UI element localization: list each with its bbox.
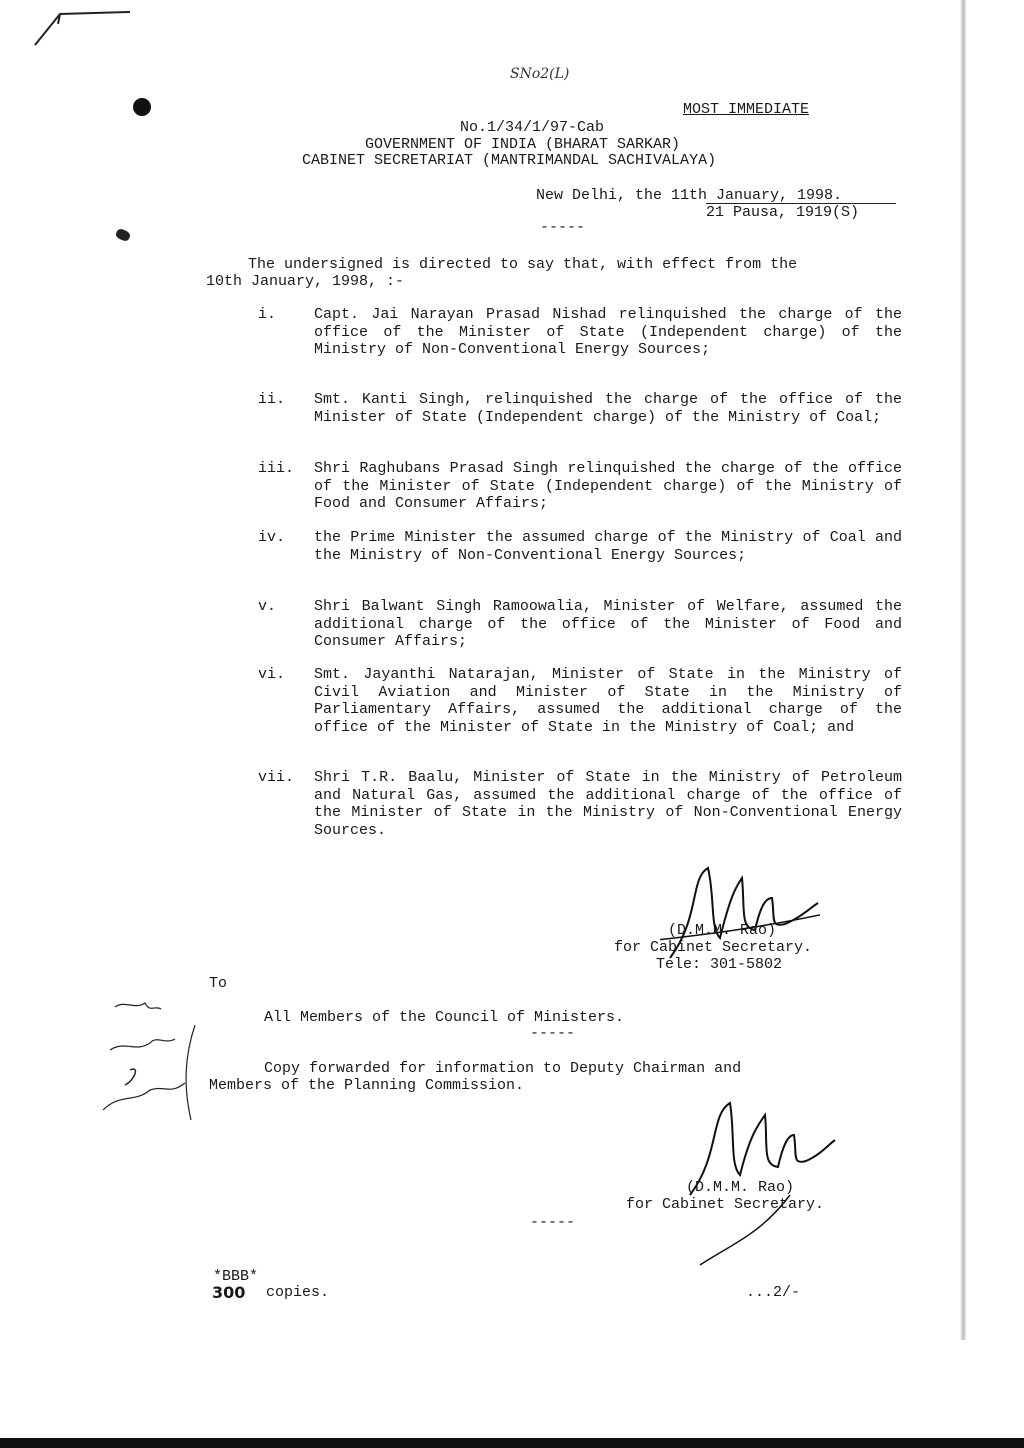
to-label: To [209, 975, 228, 992]
divider: ----- [530, 1214, 576, 1231]
item-text: Smt. Jayanthi Natarajan, Minister of State in the Ministry of Civil Aviation and Minister of State in the Ministry of Parliamentary Affairs, assumed the additional charge of the office of the Minister of State in the Ministry of Coal; and [314, 666, 902, 736]
list-item [258, 769, 902, 839]
item-text: the Prime Minister the assumed charge of the Ministry of Coal and the Ministry of Non-Conventional Energy Sources; [314, 529, 902, 564]
recipients: All Members of the Council of Ministers. [264, 1009, 625, 1026]
file-number: No.1/34/1/97-Cab [460, 119, 605, 136]
item-number: vi. [258, 666, 286, 683]
list-item [258, 306, 902, 366]
scan-bottom-edge [0, 1438, 1024, 1448]
copy-forwarded-line1: Copy forwarded for information to Deputy Chairman and [264, 1060, 742, 1077]
list-item [258, 598, 902, 650]
punch-hole [133, 98, 151, 116]
copies-label: copies. [266, 1284, 330, 1301]
signatory-1-phone: Tele: 301-5802 [656, 956, 783, 973]
list-item [258, 529, 902, 574]
divider: ----- [530, 1025, 576, 1042]
scan-speck [115, 228, 132, 243]
marginal-handwritten-notes [95, 995, 205, 1125]
intro-text-line2: 10th January, 1998, :- [206, 273, 405, 290]
divider: ----- [540, 219, 586, 236]
signatory-2-designation: for Cabinet Secretary. [626, 1196, 825, 1213]
dispatch-code: *BBB* [213, 1268, 259, 1285]
signatory-1-name: (D.M.M. Rao) [668, 922, 777, 939]
date-line: New Delhi, the 11th January, 1998. [536, 187, 843, 204]
item-number: iii. [258, 460, 295, 477]
item-text: Capt. Jai Narayan Prasad Nishad relinquished the charge of the office of the Minister of State (Independent charge) of the Ministry of Non-Conventional Energy Sources; [314, 306, 902, 358]
government-heading: GOVERNMENT OF INDIA (BHARAT SARKAR) [365, 136, 681, 153]
item-text: Shri Balwant Singh Ramoowalia, Minister of Welfare, assumed the additional charge of the office of the Minister of Food and Consumer Affairs; [314, 598, 902, 650]
handwritten-reference: SNo2(L) [510, 66, 570, 82]
page-continuation: ...2/- [746, 1284, 801, 1301]
item-number: iv. [258, 529, 286, 546]
item-number: vii. [258, 769, 295, 786]
intro-text-line1: The undersigned is directed to say that, with effect from the [248, 256, 798, 273]
list-item [258, 666, 902, 746]
copy-forwarded-line2: Members of the Planning Commission. [209, 1077, 525, 1094]
corner-fold-mark [0, 0, 130, 60]
signatory-2-name: (D.M.M. Rao) [686, 1179, 795, 1196]
item-text: Smt. Kanti Singh, relinquished the charge of the office of the Minister of State (Independent charge) of the Ministry of Coal; [314, 391, 902, 426]
list-item [258, 460, 902, 512]
copies-count: 300 [212, 1283, 246, 1302]
item-number: v. [258, 598, 277, 615]
list-item [258, 391, 902, 436]
item-number: i. [258, 306, 277, 323]
item-text: Shri T.R. Baalu, Minister of State in the Ministry of Petroleum and Natural Gas, assumed the additional charge of the office of the Minister of State in the Ministry of Non-Conventional Energy Sources. [314, 769, 902, 839]
secretariat-heading: CABINET SECRETARIAT (MANTRIMANDAL SACHIVALAYA) [302, 152, 717, 169]
signatory-1-designation: for Cabinet Secretary. [614, 939, 813, 956]
item-text: Shri Raghubans Prasad Singh relinquished the charge of the office of the Minister of State (Independent charge) of the Ministry of Food and Consumer Affairs; [314, 460, 902, 512]
scan-edge [960, 0, 966, 1340]
saka-date: 21 Pausa, 1919(S) [706, 204, 860, 221]
priority-label: MOST IMMEDIATE [683, 101, 810, 118]
item-number: ii. [258, 391, 286, 408]
